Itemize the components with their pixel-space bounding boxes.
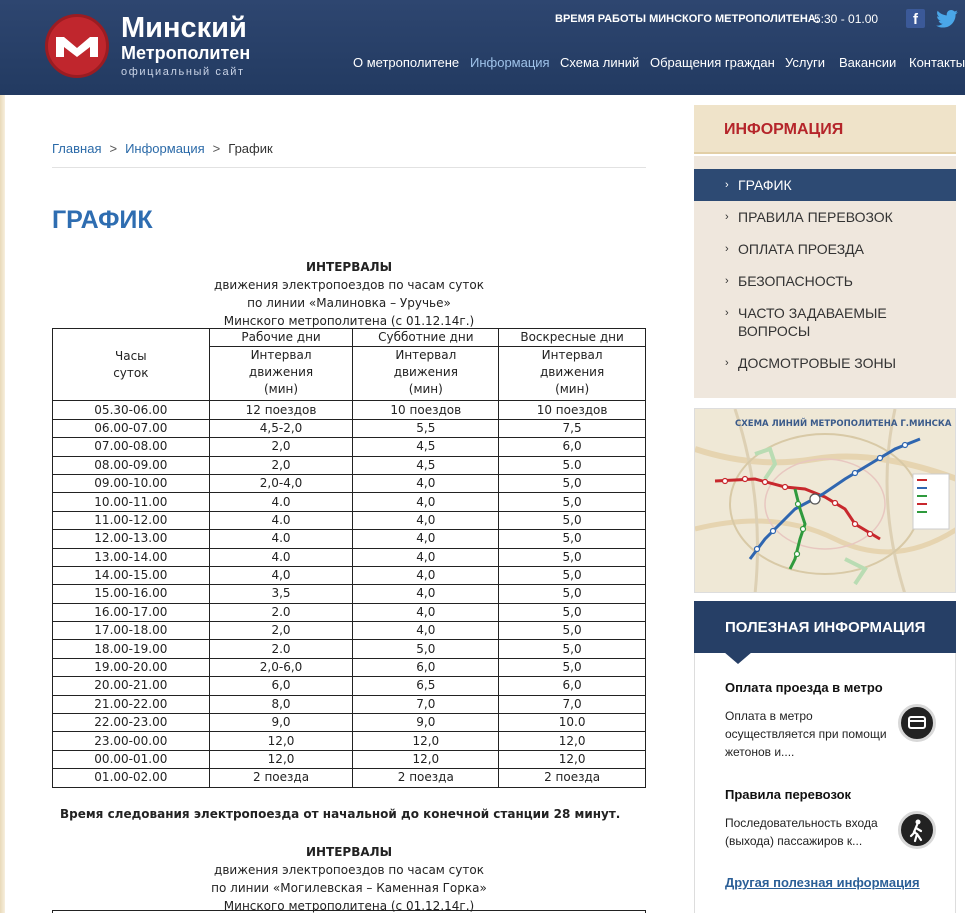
interval-cell: 4,0 bbox=[353, 566, 499, 584]
interval-cell: 4,5-2,0 bbox=[209, 419, 353, 437]
sidebar-item-label: БЕЗОПАСНОСТЬ bbox=[738, 273, 853, 289]
twitter-icon[interactable] bbox=[936, 10, 958, 28]
header-text: Интервал bbox=[541, 348, 603, 363]
interval-cell: 6,0 bbox=[499, 677, 646, 695]
hour-cell: 21.00-22.00 bbox=[53, 695, 210, 713]
table-caption bbox=[52, 843, 646, 913]
header-text: Интервал bbox=[250, 348, 312, 363]
interval-cell: 4.0 bbox=[209, 511, 353, 529]
saturday-header: Субботние дни bbox=[353, 329, 499, 347]
table-row bbox=[53, 456, 646, 474]
nav-services[interactable]: Услуги bbox=[785, 55, 825, 70]
interval-cell: 4.0 bbox=[209, 530, 353, 548]
interval-cell: 10 поездов bbox=[353, 401, 499, 419]
breadcrumb-home[interactable]: Главная bbox=[52, 141, 102, 156]
caption-title: ИНТЕРВАЛЫ bbox=[305, 260, 393, 274]
workdays-header: Рабочие дни bbox=[209, 329, 353, 347]
caption-line: по линии «Малиновка – Уручье» bbox=[247, 296, 451, 310]
interval-cell: 2 поезда bbox=[499, 769, 646, 787]
more-useful-info-link[interactable]: Другая полезная информация bbox=[725, 875, 920, 890]
metro-map-image bbox=[695, 409, 956, 593]
interval-cell: 4,0 bbox=[353, 548, 499, 566]
header-text: (мин) bbox=[264, 382, 299, 397]
table-row bbox=[53, 622, 646, 640]
heading-pointer bbox=[724, 652, 752, 664]
logo-subtitle[interactable]: Метрополитен bbox=[121, 43, 251, 63]
table-row bbox=[53, 493, 646, 511]
interval-cell: 9,0 bbox=[209, 714, 353, 732]
table-row bbox=[53, 419, 646, 437]
page-title: ГРАФИК bbox=[52, 206, 153, 234]
interval-cell: 5,0 bbox=[499, 585, 646, 603]
interval-cell: 2,0 bbox=[209, 622, 353, 640]
metro-m-icon bbox=[56, 37, 98, 57]
table-row bbox=[53, 474, 646, 492]
travel-time-note: Время следования электропоезда от начальной до конечной станции 28 минут. bbox=[60, 807, 621, 821]
header-text: движения bbox=[248, 365, 314, 380]
interval-cell: 12,0 bbox=[499, 750, 646, 768]
interval-cell: 12,0 bbox=[209, 750, 353, 768]
schedule-table bbox=[52, 328, 646, 788]
interval-cell: 5,0 bbox=[499, 548, 646, 566]
hour-cell: 23.00-00.00 bbox=[53, 732, 210, 750]
interval-header bbox=[499, 347, 646, 401]
caption-title: ИНТЕРВАЛЫ bbox=[305, 845, 393, 859]
nav-contacts[interactable]: Контакты bbox=[909, 55, 965, 70]
interval-cell: 12 поездов bbox=[209, 401, 353, 419]
hour-cell: 16.00-17.00 bbox=[53, 603, 210, 621]
caption-line: Минского метрополитена (с 01.12.14г.) bbox=[223, 314, 475, 328]
interval-cell: 4,0 bbox=[353, 585, 499, 603]
interval-cell: 5,0 bbox=[499, 640, 646, 658]
logo-title[interactable]: Минский bbox=[121, 12, 247, 44]
hour-cell: 08.00-09.00 bbox=[53, 456, 210, 474]
header-text: Часы bbox=[115, 348, 147, 363]
table-row bbox=[53, 511, 646, 529]
interval-cell: 7,0 bbox=[353, 695, 499, 713]
interval-cell: 4,0 bbox=[353, 493, 499, 511]
table-row bbox=[53, 640, 646, 658]
walking-person-icon[interactable] bbox=[898, 811, 936, 849]
useful-item-title[interactable]: Правила перевозок bbox=[725, 787, 852, 802]
hour-cell: 00.00-01.00 bbox=[53, 750, 210, 768]
useful-info-heading-text: ПОЛЕЗНАЯ ИНФОРМАЦИЯ bbox=[725, 619, 926, 636]
sidebar-item-label: ЧАСТО ЗАДАВАЕМЫЕ ВОПРОСЫ bbox=[738, 305, 887, 339]
caption-line: по линии «Могилевская – Каменная Горка» bbox=[211, 881, 487, 895]
table-row bbox=[53, 750, 646, 768]
header-text: (мин) bbox=[408, 382, 443, 397]
chevron-right-icon: › bbox=[725, 243, 729, 255]
interval-cell: 5,5 bbox=[353, 419, 499, 437]
sidebar-item-label: ОПЛАТА ПРОЕЗДА bbox=[738, 241, 864, 257]
sunday-header: Воскресные дни bbox=[499, 329, 646, 347]
interval-cell: 5,0 bbox=[353, 640, 499, 658]
hour-cell: 19.00-20.00 bbox=[53, 658, 210, 676]
table-row bbox=[53, 585, 646, 603]
interval-cell: 5,0 bbox=[499, 530, 646, 548]
interval-cell: 7,5 bbox=[499, 419, 646, 437]
interval-cell: 4,0 bbox=[209, 566, 353, 584]
interval-cell: 5,0 bbox=[499, 511, 646, 529]
interval-cell: 6,5 bbox=[353, 677, 499, 695]
table-row bbox=[53, 603, 646, 621]
interval-cell: 5,0 bbox=[499, 658, 646, 676]
interval-cell: 4.0 bbox=[209, 548, 353, 566]
header-text: (мин) bbox=[555, 382, 590, 397]
chevron-right-icon: › bbox=[725, 275, 729, 287]
hour-cell: 01.00-02.00 bbox=[53, 769, 210, 787]
interval-cell: 10.0 bbox=[499, 714, 646, 732]
chevron-right-icon: › bbox=[725, 211, 729, 223]
interval-cell: 2.0 bbox=[209, 603, 353, 621]
useful-item-text: Последовательность входа (выхода) пассажиров к... bbox=[725, 816, 878, 848]
interval-cell: 5.0 bbox=[499, 456, 646, 474]
table-row bbox=[53, 566, 646, 584]
header-text: суток bbox=[113, 365, 149, 380]
hour-cell: 05.30-06.00 bbox=[53, 401, 210, 419]
interval-cell: 4,0 bbox=[353, 622, 499, 640]
chevron-right-icon: › bbox=[725, 357, 729, 369]
interval-cell: 2 поезда bbox=[353, 769, 499, 787]
interval-cell: 4,0 bbox=[353, 530, 499, 548]
hour-cell: 12.00-13.00 bbox=[53, 530, 210, 548]
interval-cell: 4.0 bbox=[209, 493, 353, 511]
table-row bbox=[53, 732, 646, 750]
hour-cell: 18.00-19.00 bbox=[53, 640, 210, 658]
nav-vacancies[interactable]: Вакансии bbox=[839, 55, 897, 70]
interval-header bbox=[353, 347, 499, 401]
interval-cell: 12,0 bbox=[499, 732, 646, 750]
interval-cell: 2,0 bbox=[209, 438, 353, 456]
hour-cell: 15.00-16.00 bbox=[53, 585, 210, 603]
table-caption bbox=[52, 258, 646, 330]
nav-information[interactable]: Информация bbox=[470, 55, 550, 70]
breadcrumb-separator: > bbox=[212, 141, 221, 156]
table-row bbox=[53, 714, 646, 732]
breadcrumb-separator: > bbox=[109, 141, 118, 156]
sidebar-heading bbox=[694, 105, 956, 154]
card-icon[interactable] bbox=[898, 704, 936, 742]
interval-cell: 9,0 bbox=[353, 714, 499, 732]
table-row bbox=[53, 769, 646, 787]
interval-cell: 4,5 bbox=[353, 438, 499, 456]
hour-cell: 20.00-21.00 bbox=[53, 677, 210, 695]
nav-lines-map[interactable]: Схема линий bbox=[560, 55, 640, 70]
metro-map[interactable] bbox=[694, 408, 956, 593]
table-row bbox=[53, 695, 646, 713]
interval-cell: 10 поездов bbox=[499, 401, 646, 419]
interval-cell: 7,0 bbox=[499, 695, 646, 713]
interval-cell: 6,0 bbox=[499, 438, 646, 456]
hours-value: 5:30 - 01.00 bbox=[814, 12, 879, 26]
hour-cell: 10.00-11.00 bbox=[53, 493, 210, 511]
interval-cell: 2.0 bbox=[209, 640, 353, 658]
hour-cell: 09.00-10.00 bbox=[53, 474, 210, 492]
table-row bbox=[53, 438, 646, 456]
hour-cell: 14.00-15.00 bbox=[53, 566, 210, 584]
sidebar-item-label: ДОСМОТРОВЫЕ ЗОНЫ bbox=[738, 355, 896, 371]
header-text: движения bbox=[393, 365, 458, 380]
table-row bbox=[53, 677, 646, 695]
hour-cell: 13.00-14.00 bbox=[53, 548, 210, 566]
interval-cell: 4,0 bbox=[353, 603, 499, 621]
breadcrumb bbox=[52, 141, 273, 156]
table-row bbox=[53, 548, 646, 566]
interval-cell: 12,0 bbox=[353, 732, 499, 750]
header-text: Интервал bbox=[395, 348, 457, 363]
metro-logo-icon[interactable] bbox=[45, 14, 109, 78]
nav-about[interactable]: О метрополитене bbox=[353, 55, 460, 70]
sidebar-item-label: ПРАВИЛА ПЕРЕВОЗОК bbox=[738, 209, 893, 225]
sidebar-heading-text: ИНФОРМАЦИЯ bbox=[724, 121, 844, 138]
interval-cell: 4,5 bbox=[353, 456, 499, 474]
interval-cell: 5,0 bbox=[499, 622, 646, 640]
interval-cell: 3,5 bbox=[209, 585, 353, 603]
hour-cell: 07.00-08.00 bbox=[53, 438, 210, 456]
map-title: СХЕМА ЛИНИЙ МЕТРОПОЛИТЕНА Г.МИНСКА bbox=[735, 419, 952, 429]
site-header bbox=[0, 0, 965, 95]
table-row bbox=[53, 401, 646, 419]
chevron-right-icon: › bbox=[725, 179, 729, 191]
interval-cell: 5,0 bbox=[499, 566, 646, 584]
hour-cell: 17.00-18.00 bbox=[53, 622, 210, 640]
decorative-strip bbox=[0, 95, 5, 913]
interval-header bbox=[209, 347, 353, 401]
caption-line: движения электропоездов по часам суток bbox=[214, 863, 484, 877]
breadcrumb-current: График bbox=[228, 141, 273, 156]
hour-cell: 22.00-23.00 bbox=[53, 714, 210, 732]
interval-cell: 5,0 bbox=[499, 493, 646, 511]
interval-cell: 6,0 bbox=[353, 658, 499, 676]
hour-cell: 11.00-12.00 bbox=[53, 511, 210, 529]
breadcrumb-information[interactable]: Информация bbox=[125, 141, 205, 156]
table-row bbox=[53, 530, 646, 548]
hours-label: ВРЕМЯ РАБОТЫ МИНСКОГО МЕТРОПОЛИТЕНА: bbox=[555, 13, 820, 25]
interval-cell: 8,0 bbox=[209, 695, 353, 713]
hours-header bbox=[53, 329, 210, 401]
interval-cell: 2 поезда bbox=[209, 769, 353, 787]
sidebar-menu bbox=[694, 156, 956, 398]
interval-cell: 4,0 bbox=[353, 511, 499, 529]
table-row bbox=[53, 658, 646, 676]
nav-appeals[interactable]: Обращения граждан bbox=[650, 55, 775, 70]
useful-info-heading bbox=[694, 601, 956, 653]
header-text: движения bbox=[539, 365, 605, 380]
caption-line: Минского метрополитена (с 01.12.14г.) bbox=[223, 899, 475, 913]
interval-cell: 2,0 bbox=[209, 456, 353, 474]
interval-cell: 6,0 bbox=[209, 677, 353, 695]
interval-cell: 5,0 bbox=[499, 474, 646, 492]
interval-cell: 12,0 bbox=[209, 732, 353, 750]
useful-item-text: Оплата в метро осуществляется при помощи жетонов и.... bbox=[725, 709, 887, 759]
sidebar-item-label: ГРАФИК bbox=[738, 177, 792, 193]
logo-tagline: официальный сайт bbox=[121, 66, 245, 78]
interval-cell: 5,0 bbox=[499, 603, 646, 621]
caption-line: движения электропоездов по часам суток bbox=[214, 278, 484, 292]
facebook-icon[interactable]: f bbox=[906, 9, 925, 28]
interval-cell: 2,0-6,0 bbox=[209, 658, 353, 676]
chevron-right-icon: › bbox=[725, 307, 729, 319]
divider bbox=[52, 167, 646, 168]
interval-cell: 2,0-4,0 bbox=[209, 474, 353, 492]
interval-cell: 12,0 bbox=[353, 750, 499, 768]
sidebar-item-schedule[interactable] bbox=[694, 169, 956, 201]
useful-item-title[interactable]: Оплата проезда в метро bbox=[725, 680, 883, 695]
hour-cell: 06.00-07.00 bbox=[53, 419, 210, 437]
interval-cell: 4,0 bbox=[353, 474, 499, 492]
